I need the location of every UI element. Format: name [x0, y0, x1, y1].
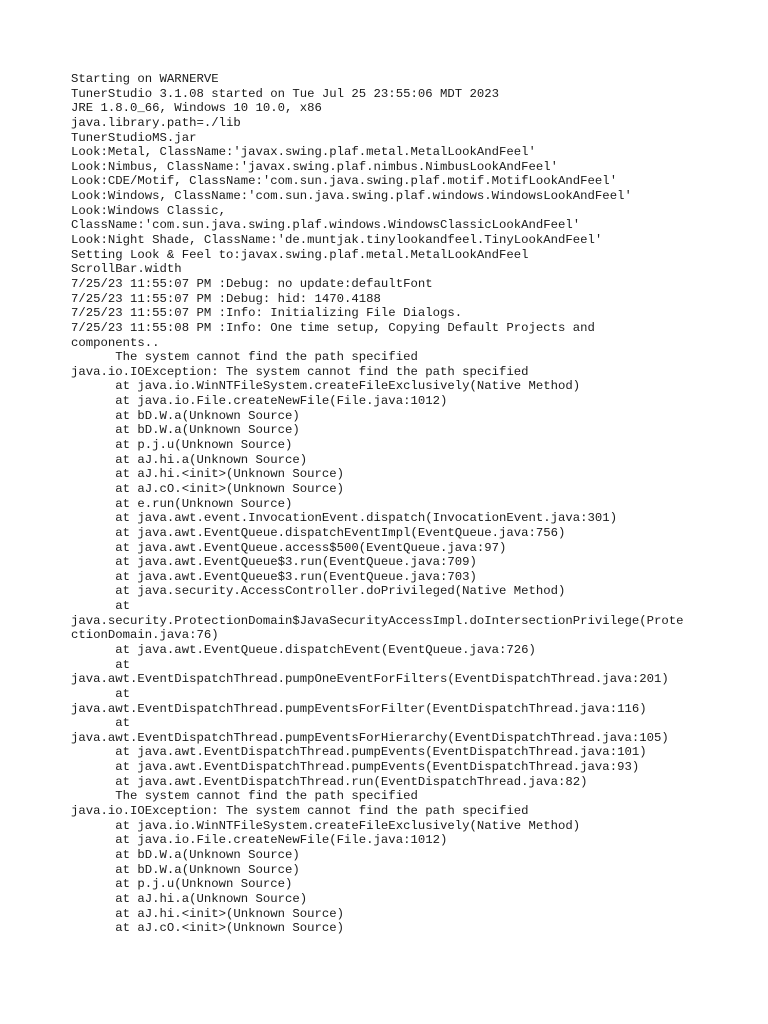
- log-line: at java.awt.EventQueue.dispatchEvent(EventQueue.java:726): [71, 642, 536, 657]
- log-line: at java.awt.EventQueue.dispatchEventImpl(EventQueue.java:756): [71, 525, 566, 540]
- log-line: at java.awt.EventDispatchThread.pumpEvents(EventDispatchThread.java:93): [71, 760, 640, 775]
- log-line: 7/25/23 11:55:07 PM :Debug: no update:defaultFont: [71, 276, 433, 291]
- log-line: java.awt.EventDispatchThread.pumpOneEventForFilters(EventDispatchThread.java:201): [71, 672, 669, 687]
- log-line: ClassName:'com.sun.java.swing.plaf.windows.WindowsClassicLookAndFeel': [71, 218, 581, 233]
- log-line: java.security.ProtectionDomain$JavaSecurityAccessImpl.doIntersectionPrivilege(Prote: [71, 613, 684, 628]
- log-line: at: [71, 599, 131, 614]
- log-line: at bD.W.a(Unknown Source): [71, 847, 300, 862]
- log-line: at java.security.AccessController.doPrivileged(Native Method): [71, 584, 566, 599]
- log-line: at java.io.WinNTFileSystem.createFileExclusively(Native Method): [71, 818, 581, 833]
- log-line: TunerStudioMS.jar: [71, 130, 197, 145]
- log-line: at java.awt.EventQueue$3.run(EventQueue.java:709): [71, 555, 477, 570]
- log-line: at: [71, 657, 131, 672]
- log-line: at bD.W.a(Unknown Source): [71, 862, 300, 877]
- log-line: at java.awt.EventDispatchThread.pumpEvents(EventDispatchThread.java:101): [71, 745, 647, 760]
- log-line: Look:CDE/Motif, ClassName:'com.sun.java.swing.plaf.motif.MotifLookAndFeel': [71, 174, 618, 189]
- log-line: at bD.W.a(Unknown Source): [71, 423, 300, 438]
- log-line: at aJ.hi.a(Unknown Source): [71, 452, 308, 467]
- log-line: Look:Metal, ClassName:'javax.swing.plaf.metal.MetalLookAndFeel': [71, 145, 536, 160]
- log-line: at bD.W.a(Unknown Source): [71, 408, 300, 423]
- log-line: 7/25/23 11:55:07 PM :Debug: hid: 1470.4188: [71, 291, 381, 306]
- log-line: at aJ.hi.a(Unknown Source): [71, 891, 308, 906]
- log-line: java.io.IOException: The system cannot find the path specified: [71, 364, 529, 379]
- log-line: at java.awt.EventQueue.access$500(EventQueue.java:97): [71, 540, 507, 555]
- log-line: Starting on WARNERVE: [71, 72, 219, 86]
- log-line: Look:Windows, ClassName:'com.sun.java.swing.plaf.windows.WindowsLookAndFeel': [71, 189, 632, 204]
- log-line: JRE 1.8.0_66, Windows 10 10.0, x86: [71, 101, 322, 116]
- log-text-body: [71, 72, 711, 936]
- log-line: ScrollBar.width: [71, 262, 182, 277]
- log-line: 7/25/23 11:55:07 PM :Info: Initializing File Dialogs.: [71, 306, 463, 321]
- log-line: at aJ.cO.<init>(Unknown Source): [71, 481, 345, 496]
- log-line: at java.io.WinNTFileSystem.createFileExclusively(Native Method): [71, 379, 581, 394]
- log-line: at java.io.File.createNewFile(File.java:1012): [71, 833, 448, 848]
- log-line: at e.run(Unknown Source): [71, 496, 293, 511]
- log-line: Look:Nimbus, ClassName:'javax.swing.plaf.nimbus.NimbusLookAndFeel': [71, 159, 559, 174]
- log-line: ctionDomain.java:76): [71, 628, 219, 643]
- log-line: java.library.path=./lib: [71, 115, 241, 130]
- log-line: Setting Look & Feel to:javax.swing.plaf.metal.MetalLookAndFeel: [71, 247, 529, 262]
- log-line: TunerStudio 3.1.08 started on Tue Jul 25 23:55:06 MDT 2023: [71, 86, 500, 101]
- log-line: components..: [71, 335, 160, 350]
- log-line: at aJ.cO.<init>(Unknown Source): [71, 921, 345, 936]
- log-line: java.awt.EventDispatchThread.pumpEventsForHierarchy(EventDispatchThread.java:105): [71, 730, 669, 745]
- log-line: at aJ.hi.<init>(Unknown Source): [71, 467, 345, 482]
- log-line: at java.awt.EventQueue$3.run(EventQueue.java:703): [71, 569, 477, 584]
- log-line: at: [71, 716, 131, 731]
- log-line: at java.io.File.createNewFile(File.java:1012): [71, 394, 448, 409]
- log-line: java.io.IOException: The system cannot find the path specified: [71, 804, 529, 819]
- log-line: The system cannot find the path specified: [71, 350, 418, 365]
- log-line: at: [71, 686, 131, 701]
- log-line: Look:Night Shade, ClassName:'de.muntjak.tinylookandfeel.TinyLookAndFeel': [71, 233, 603, 248]
- log-line: at java.awt.EventDispatchThread.run(EventDispatchThread.java:82): [71, 774, 588, 789]
- log-line: at p.j.u(Unknown Source): [71, 877, 293, 892]
- log-line: Look:Windows Classic,: [71, 203, 226, 218]
- log-line: java.awt.EventDispatchThread.pumpEventsForFilter(EventDispatchThread.java:116): [71, 701, 647, 716]
- log-line: The system cannot find the path specified: [71, 789, 418, 804]
- log-line: 7/25/23 11:55:08 PM :Info: One time setup, Copying Default Projects and: [71, 320, 595, 335]
- log-line: at aJ.hi.<init>(Unknown Source): [71, 906, 345, 921]
- log-line: at java.awt.event.InvocationEvent.dispatch(InvocationEvent.java:301): [71, 511, 618, 526]
- log-line: at p.j.u(Unknown Source): [71, 438, 293, 453]
